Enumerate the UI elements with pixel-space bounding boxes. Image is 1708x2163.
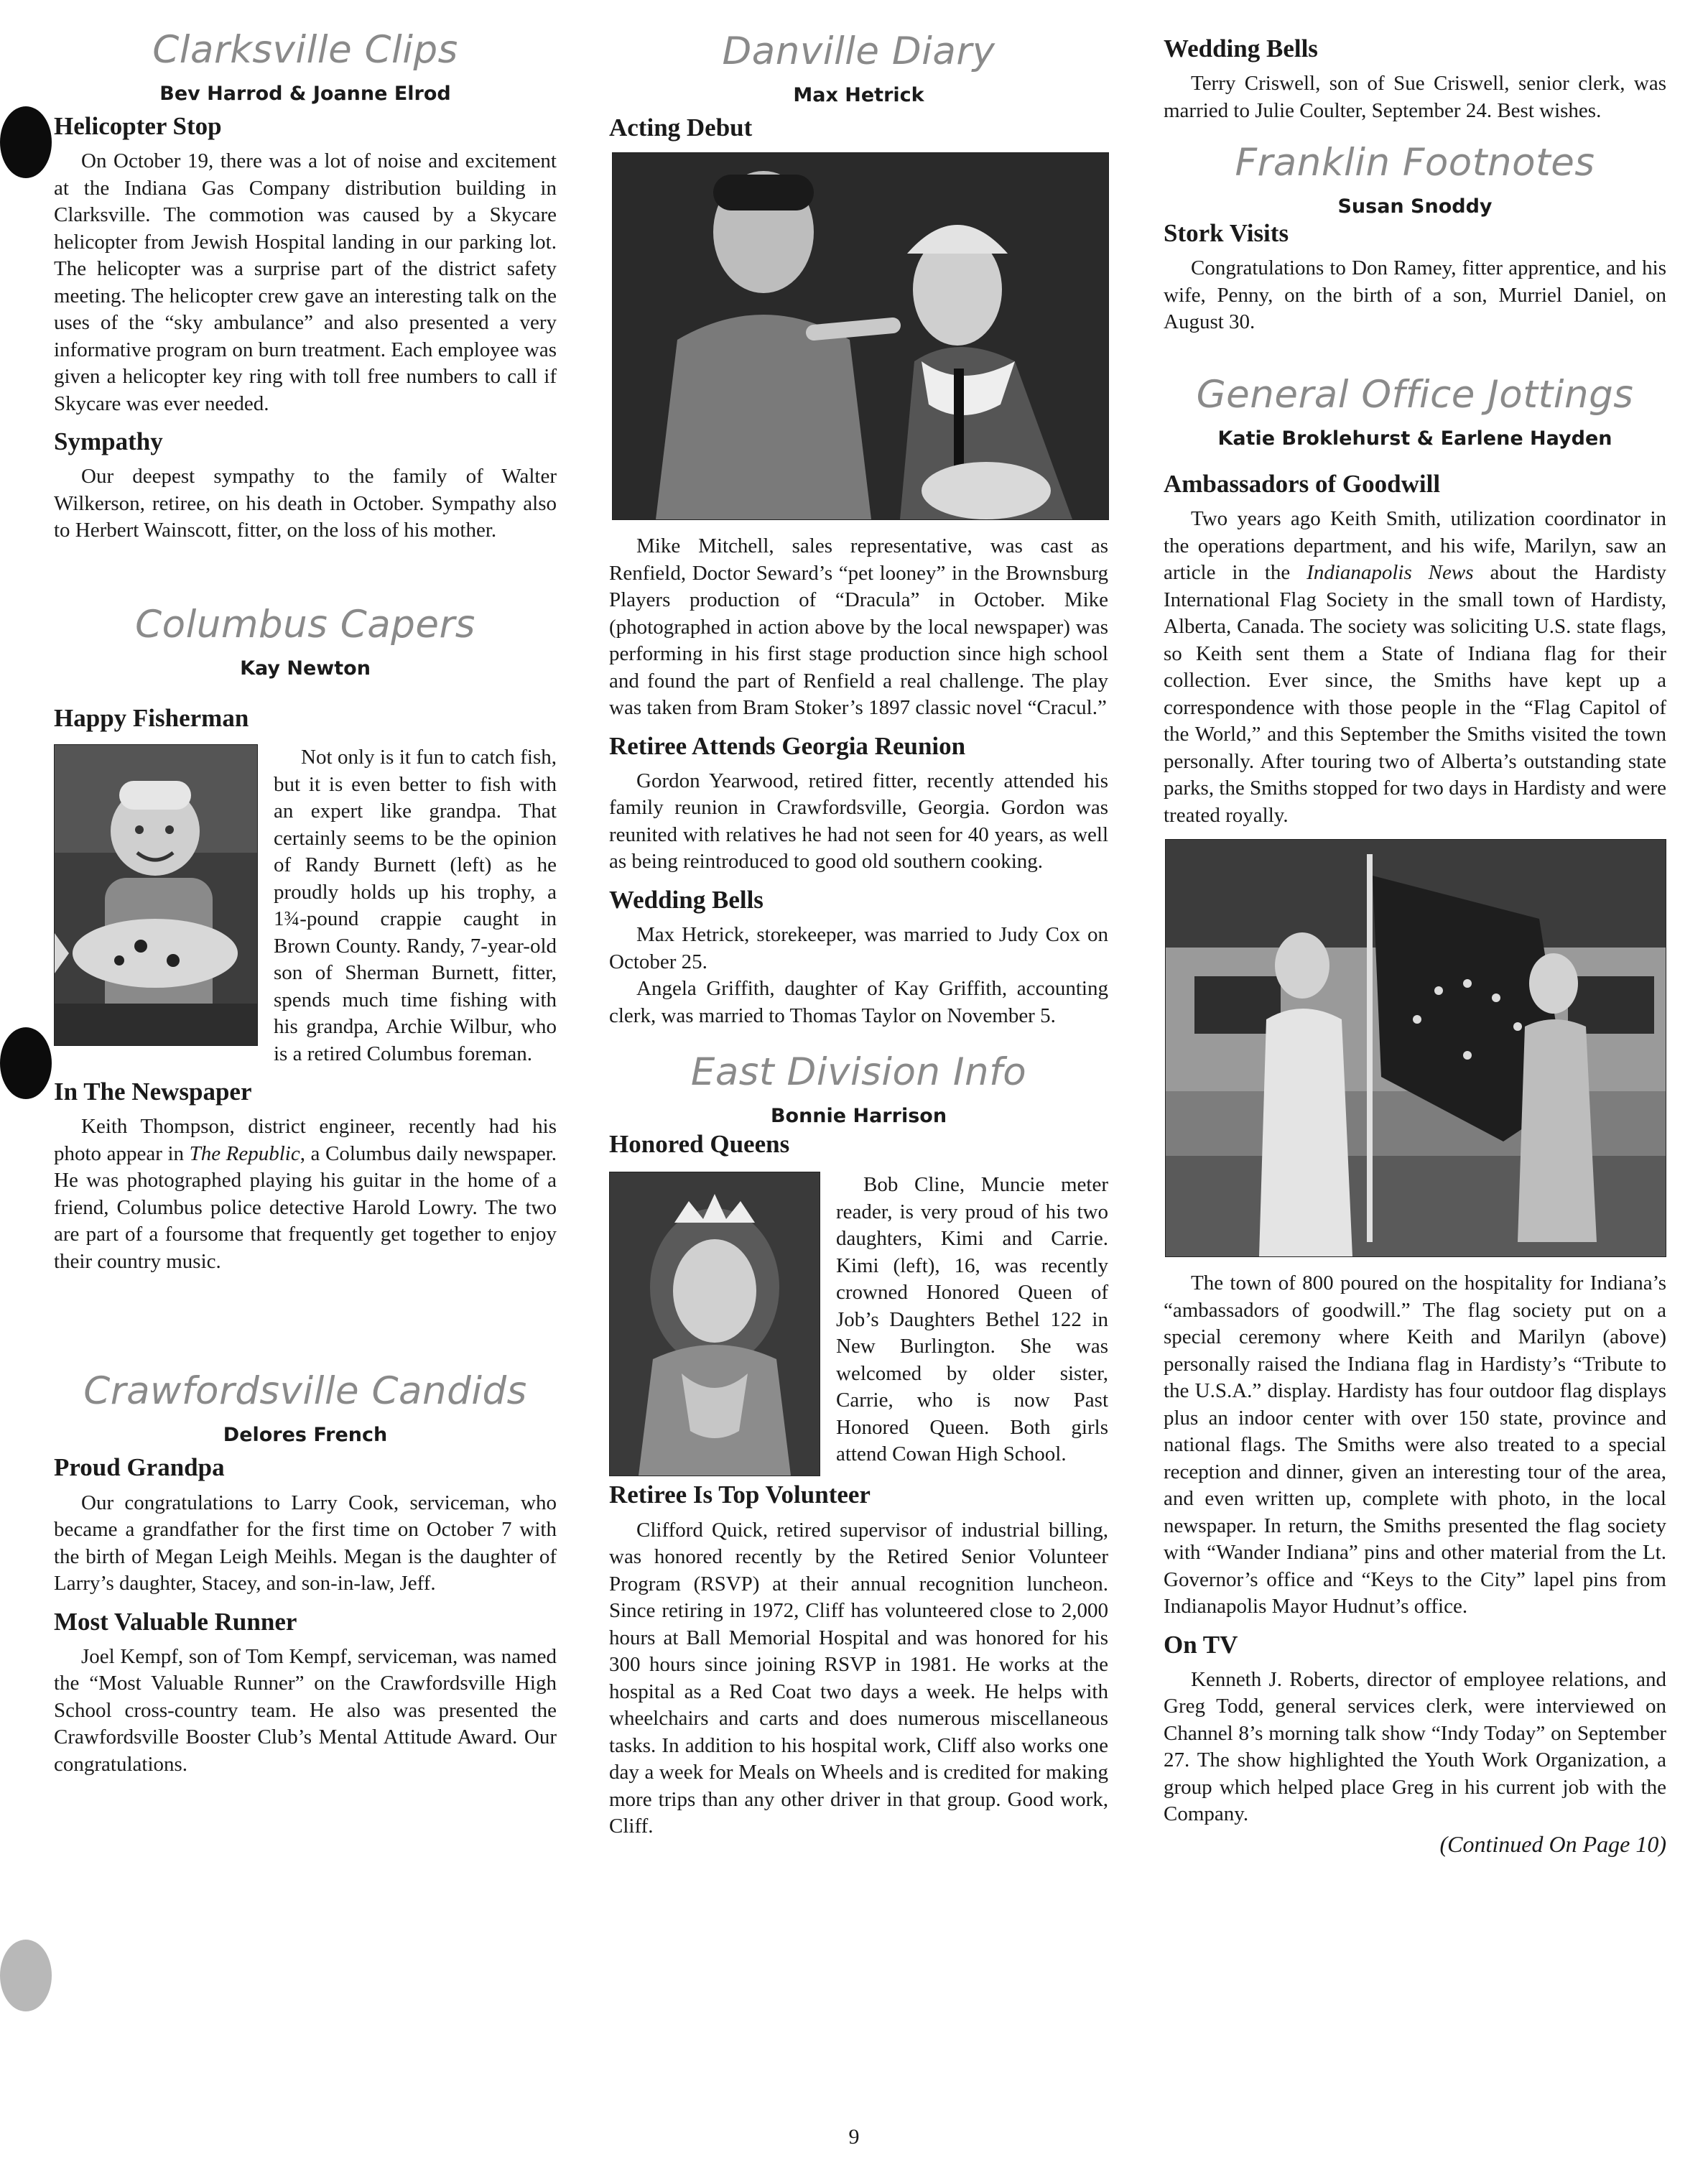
article-georgia-reunion: Gordon Yearwood, retired fitter, recently attended his family reunion in Crawfordsville, Georgia. Gordon was reunited with relatives he had not seen for 40 years, as well as being reintroduced to good old southern cooking. <box>609 769 1108 874</box>
photo-indiana-flag-raising <box>1165 839 1666 1257</box>
article-happy-fisherman: Not only is it fun to catch fish, but it is even better to fish with an expert like grandpa. That certainly seems to be the opinion of Randy Burnett (left) as he proudly holds up his trophy, a 1¾-pound crappie caught in Brown County. Randy, 7-year-old son of Sherman Burnett, fitter, spends much time fishing with his grandpa, Archie Wilbur, who is a retired Columbus foreman. <box>274 746 557 1065</box>
photo-boy-with-fish-illustration <box>55 745 257 1045</box>
headline-top-volunteer: Retiree Is Top Volunteer <box>609 1481 871 1509</box>
photo-honored-queen <box>609 1172 820 1476</box>
headline-ambassadors-goodwill: Ambassadors of Goodwill <box>1164 469 1441 498</box>
headline-wedding-bells-danville: Wedding Bells <box>609 885 764 914</box>
photo-honored-queen-illustration <box>610 1172 820 1476</box>
photo-boy-with-fish <box>54 744 258 1046</box>
headline-on-tv: On TV <box>1164 1630 1238 1659</box>
headline-helicopter-stop: Helicopter Stop <box>54 111 222 140</box>
headline-honored-queens: Honored Queens <box>609 1130 790 1159</box>
headline-in-the-newspaper: In The Newspaper <box>54 1078 252 1106</box>
section-title-clarksville: Clarksville Clips <box>152 28 458 72</box>
section-title-general-office: General Office Jottings <box>1196 372 1634 417</box>
photo-indiana-flag-raising-illustration <box>1166 840 1666 1256</box>
headline-georgia-reunion: Retiree Attends Georgia Reunion <box>609 731 966 760</box>
binder-hole-top <box>0 106 52 178</box>
article-sympathy: Our deepest sympathy to the family of Walter Wilkerson, retiree, on his death in October. Sympathy also to Herbert Wainscott, fitter, on the loss of his mother. <box>54 465 557 542</box>
article-on-tv: Kenneth J. Roberts, director of employee relations, and Greg Todd, general services clerk, were interviewed on Channel 8’s morning talk show “Indy Today” on September 27. The show highlighted the Youth Work Organization, a group which helped place Greg in his current job with the Company. <box>1164 1667 1666 1826</box>
article-wedding-bells-criswell: Terry Criswell, son of Sue Criswell, senior clerk, was married to Julie Coulter, September 24. Best wishes. <box>1164 72 1666 122</box>
article-wedding-bells-danville-1: Max Hetrick, storekeeper, was married to Judy Cox on October 25. <box>609 923 1108 973</box>
publication-name: The Republic <box>189 1141 300 1165</box>
article-honored-queens: Bob Cline, Muncie meter reader, is very proud of his two daughters, Kimi and Carrie. Kimi (left), 16, was recently crowned Honored Queen of Job’s Daughters Bethel 122 in New Burlington. She was welcomed by older sister, Carrie, who is now Past Honored Queen. Both girls attend Cowan High School. <box>836 1173 1108 1466</box>
byline-franklin: Susan Snoddy <box>1337 195 1493 218</box>
continued-note: (Continued On Page 10) <box>1439 1830 1666 1857</box>
publication-name: Indianapolis News <box>1306 561 1474 585</box>
byline-clarksville: Bev Harrod & Joanne Elrod <box>159 82 451 105</box>
article-top-volunteer: Clifford Quick, retired supervisor of industrial billing, was honored recently by the Retired Senior Volunteer Program (RSVP) at their annual recognition luncheon. Since retiring in 1972, Cliff has volunteered close to 2,000 hours at Ball Memorial Hospital and was honored for his 300 hours since joining RSVP in 1981. He works at the hospital as a Red Coat two days a week. He helps with wheelchairs and carts and does numerous miscellaneous tasks. In addition to his hospital work, Cliff also works one day a week for Meals on Wheels and is credited for making more trips than any other driver in that group. Good work, Cliff. <box>609 1518 1108 1838</box>
binder-hole-bottom <box>0 1940 52 2011</box>
section-title-crawfordsville: Crawfordsville Candids <box>83 1369 527 1414</box>
article-ambassadors-goodwill-continued: The town of 800 poured on the hospitality for Indiana’s “ambassadors of goodwill.” The flag society put on a special ceremony where Keith and Marilyn (above) personally raised the Indiana flag in Hardisty’s “Tribute to the U.S.A.” display. Hardisty has four outdoor flag displays plus an indoor center with over 150 state, province and national flags. The Smiths were also treated to a special reception and dinner, given an interesting tour of the area, and even written up, complete with photo, in the local newspaper. In return, the Smiths presented the flag society with “Wander Indiana” pins and other material from the Lt. Governor’s office and “Keys to the City” lapel pins from Indianapolis Mayor Hudnut’s office. <box>1164 1272 1666 1618</box>
article-most-valuable-runner: Joel Kempf, son of Tom Kempf, serviceman, was named the “Most Valuable Runner” on the Crawfordsville High School cross-country team. He also was presented the Crawfordsville Booster Club’s Mental Attitude Award. Our congratulations. <box>54 1644 557 1776</box>
photo-dracula-stage <box>612 152 1109 520</box>
headline-stork-visits: Stork Visits <box>1164 219 1289 248</box>
byline-east-division: Bonnie Harrison <box>770 1105 947 1128</box>
byline-crawfordsville: Delores French <box>223 1424 388 1447</box>
photo-dracula-stage-illustration <box>613 153 1108 519</box>
article-helicopter-stop: On October 19, there was a lot of noise and excitement at the Indiana Gas Company distribution building in Clarksville. The commotion was caused by a Skycare helicopter from Jewish Hospital landing in our parking lot. The helicopter was a surprise part of the district safety meeting. The helicopter crew gave an interesting talk on the uses of the “sky ambulance” and also presented a very informative program on burn treatment. Each employee was given a helicopter key ring with toll free numbers to call if Skycare was ever needed. <box>54 149 557 415</box>
article-wedding-bells-danville-2: Angela Griffith, daughter of Kay Griffith, accounting clerk, was married to Thomas Taylor on November 5. <box>609 977 1108 1027</box>
article-stork-visits: Congratulations to Don Ramey, fitter apprentice, and his wife, Penny, on the birth of a son, Murriel Daniel, on August 30. <box>1164 256 1666 334</box>
section-title-east-division: East Division Info <box>690 1050 1027 1095</box>
section-title-danville: Danville Diary <box>722 29 995 73</box>
article-in-the-newspaper: Keith Thompson, district engineer, recently had his photo appear in The Republic, a Columbus daily newspaper. He was photographed playing his guitar in the home of a friend, Columbus police detective Harold Lowry. The two are part of a foursome that frequently get together to enjoy their country music. <box>54 1115 557 1273</box>
column-middle <box>609 0 1108 1851</box>
column-left <box>54 0 557 1788</box>
byline-columbus: Kay Newton <box>240 657 371 680</box>
headline-happy-fisherman: Happy Fisherman <box>54 703 249 732</box>
column-right <box>1164 0 1666 1858</box>
headline-wedding-bells-criswell: Wedding Bells <box>1164 34 1318 62</box>
headline-acting-debut: Acting Debut <box>609 113 753 142</box>
binder-hole-middle <box>0 1027 52 1099</box>
article-proud-grandpa: Our congratulations to Larry Cook, serviceman, who became a grandfather for the first time on October 7 with the birth of Megan Leigh Meihls. Megan is the daughter of Larry’s daughter, Stacey, and son-in-law, Jeff. <box>54 1491 557 1595</box>
article-ambassadors-goodwill: Two years ago Keith Smith, utilization coordinator in the operations department, and his wife, Marilyn, saw an article in the Indianapolis News about the Hardisty International Flag Society in the small town of Hardisty, Alberta, Canada. The society was soliciting U.S. state flags, so Keith sent them a State of Indiana flag for their collection. Ever since, the Smiths have kept up a correspondence with those people in the “Flag Capitol of the World,” and this September the Smiths visited the town personally. After touring two of Alberta’s outstanding state parks, the Smiths stopped for two days in Hardisty and were treated royally. <box>1164 507 1666 827</box>
headline-proud-grandpa: Proud Grandpa <box>54 1453 225 1482</box>
section-title-columbus: Columbus Capers <box>135 602 475 647</box>
article-acting-debut: Mike Mitchell, sales representative, was cast as Renfield, Doctor Seward’s “pet looney” in the Brownsburg Players production of “Dracula” in October. Mike (photographed in action above by the local newspaper) was performing in his first stage production since high school and found the part of Renfield a real challenge. The play was taken from Bram Stoker’s 1897 classic novel “Cracul.” <box>609 534 1108 720</box>
byline-general-office: Katie Broklehurst & Earlene Hayden <box>1217 427 1612 450</box>
headline-most-valuable-runner: Most Valuable Runner <box>54 1607 297 1636</box>
headline-sympathy: Sympathy <box>54 427 163 456</box>
section-title-franklin: Franklin Footnotes <box>1235 141 1595 185</box>
page-number: 9 <box>848 2125 860 2149</box>
byline-danville: Max Hetrick <box>793 83 924 106</box>
